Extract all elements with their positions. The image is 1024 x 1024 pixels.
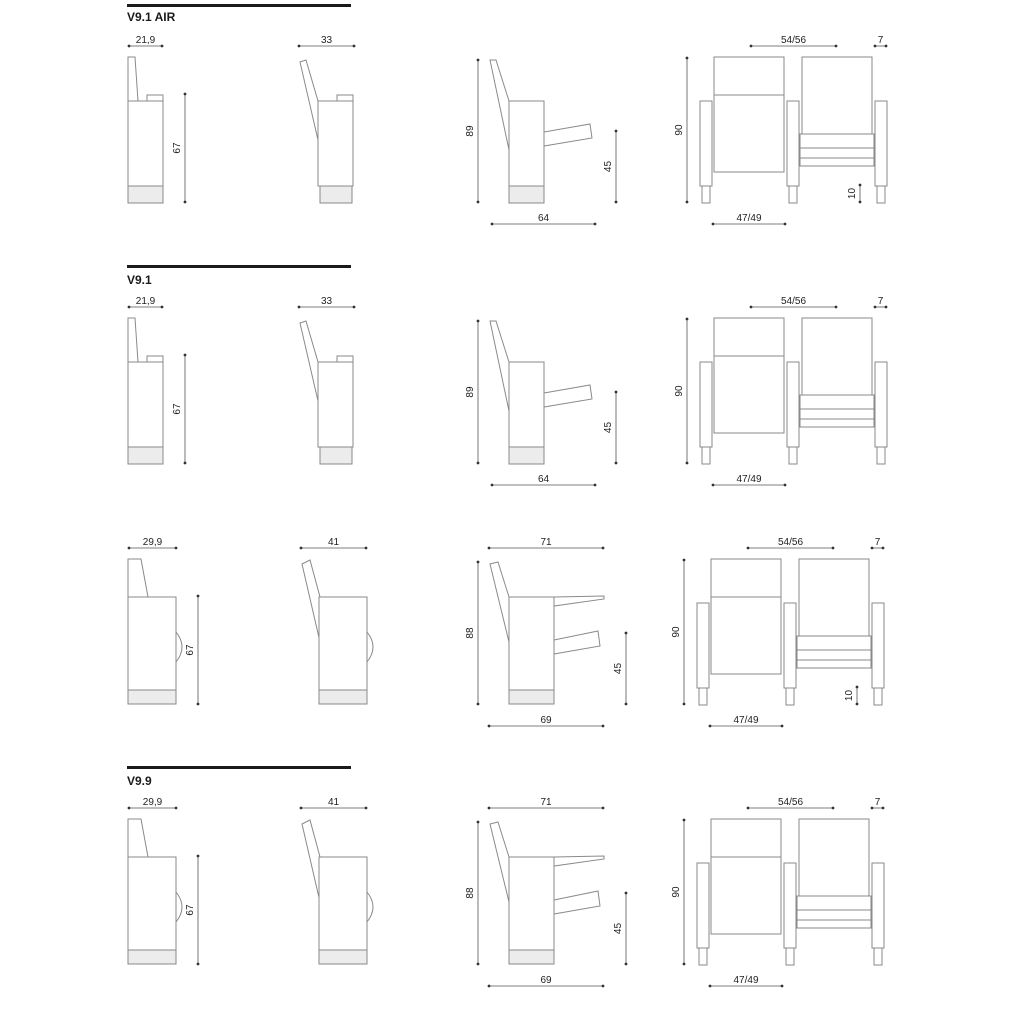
seat-back-left <box>714 318 784 433</box>
seat-cushion <box>800 158 874 166</box>
base <box>509 950 554 964</box>
seat-body <box>318 101 353 186</box>
side-view-open <box>465 59 617 226</box>
dimension-end-mark <box>712 223 715 226</box>
base <box>128 690 176 704</box>
dimension-label: 29,9 <box>142 797 163 808</box>
dimension-label: 45 <box>613 662 624 675</box>
dimension-end-mark <box>128 306 131 309</box>
dimension-end-mark <box>602 985 605 988</box>
side-bulge <box>367 632 373 662</box>
side-view-tilted <box>300 537 373 704</box>
dimension-end-mark <box>686 57 689 60</box>
side-bulge <box>176 632 182 662</box>
dimension-end-mark <box>709 985 712 988</box>
dimension-end-mark <box>781 725 784 728</box>
backrest <box>128 559 148 597</box>
tablet <box>554 596 604 606</box>
side-armrest <box>872 863 884 948</box>
side-view-tilted <box>298 296 356 464</box>
side-view-open <box>465 537 627 727</box>
backrest <box>490 822 509 902</box>
backrest <box>490 321 509 411</box>
dimension-end-mark <box>747 547 750 550</box>
dimension-end-mark <box>298 45 301 48</box>
dimension-end-mark <box>488 547 491 550</box>
seat-cushion <box>800 395 874 409</box>
dimension-end-mark <box>477 462 480 465</box>
seat-cushion <box>554 631 600 654</box>
dimension-end-mark <box>871 807 874 810</box>
side-view-folded <box>128 797 200 965</box>
seat-cushion <box>800 148 874 158</box>
seat-back-right <box>799 819 869 896</box>
dimension-label: 54/56 <box>780 296 807 307</box>
dimension-end-mark <box>300 547 303 550</box>
dimension-end-mark <box>477 59 480 62</box>
dimension-end-mark <box>184 93 187 96</box>
dimension-label: 64 <box>537 213 550 224</box>
dimension-end-mark <box>856 703 859 706</box>
tablet <box>554 856 604 866</box>
dimension-end-mark <box>835 45 838 48</box>
dimension-end-mark <box>477 561 480 564</box>
dimension-label: 89 <box>465 386 476 398</box>
middle-armrest <box>784 603 796 688</box>
dimension-end-mark <box>161 306 164 309</box>
dimension-label: 54/56 <box>777 537 804 548</box>
seat-cushion <box>554 891 600 914</box>
side-armrest <box>872 603 884 688</box>
backrest <box>300 60 318 140</box>
dimension-end-mark <box>300 807 303 810</box>
dimension-end-mark <box>197 855 200 858</box>
seat-body <box>128 857 176 950</box>
leg <box>874 948 882 965</box>
dimension-end-mark <box>885 306 888 309</box>
seat-body <box>509 101 544 186</box>
base <box>509 186 544 203</box>
seat-back-right <box>802 57 872 134</box>
dimension-end-mark <box>871 547 874 550</box>
leg <box>699 688 707 705</box>
dimension-end-mark <box>832 807 835 810</box>
dimension-end-mark <box>615 462 618 465</box>
seat-cushion <box>800 419 874 427</box>
dimension-end-mark <box>874 45 877 48</box>
dimension-label: 41 <box>327 797 340 808</box>
seat-body <box>318 362 353 447</box>
dimension-end-mark <box>615 391 618 394</box>
leg <box>786 688 794 705</box>
dimension-end-mark <box>184 201 187 204</box>
backrest <box>128 57 138 101</box>
dimension-end-mark <box>197 703 200 706</box>
base <box>320 186 352 203</box>
seat-cushion <box>544 124 592 146</box>
dimension-label: 47/49 <box>736 474 762 485</box>
dimension-end-mark <box>625 892 628 895</box>
dimension-end-mark <box>874 306 877 309</box>
leg <box>877 447 885 464</box>
dimension-end-mark <box>184 354 187 357</box>
leg <box>702 447 710 464</box>
side-view-open <box>465 797 627 987</box>
dimension-end-mark <box>197 595 200 598</box>
dimension-end-mark <box>365 807 368 810</box>
seat-cushion <box>797 636 871 650</box>
dimension-label: 41 <box>327 537 340 548</box>
dimension-label: 33 <box>320 296 333 307</box>
leg <box>702 186 710 203</box>
dimension-label: 7 <box>874 537 881 548</box>
backrest <box>490 562 509 642</box>
armrest-top <box>337 95 353 101</box>
dimension-label: 10 <box>847 187 858 200</box>
base <box>320 447 352 464</box>
seat-cushion <box>797 896 871 910</box>
seat-back-left <box>711 559 781 674</box>
dimension-end-mark <box>353 45 356 48</box>
leg <box>789 186 797 203</box>
seat-cushion <box>800 409 874 419</box>
dimension-end-mark <box>683 703 686 706</box>
dimension-label: 89 <box>465 125 476 137</box>
dimension-label: 7 <box>877 35 884 46</box>
seat-cushion <box>797 660 871 668</box>
dimension-label: 54/56 <box>780 35 807 46</box>
dimension-label: 90 <box>671 626 682 638</box>
dimension-label: 90 <box>674 124 685 136</box>
side-view-folded <box>128 35 187 203</box>
backrest <box>490 60 509 150</box>
seat-back-left <box>714 57 784 172</box>
dimension-end-mark <box>750 45 753 48</box>
dimension-label: 90 <box>671 886 682 898</box>
seat-body <box>128 597 176 690</box>
dimension-end-mark <box>781 985 784 988</box>
dimension-end-mark <box>491 223 494 226</box>
dimension-end-mark <box>353 306 356 309</box>
seat-cushion <box>797 650 871 660</box>
base <box>509 690 554 704</box>
section-title: V9.1 <box>127 273 152 287</box>
leg <box>699 948 707 965</box>
dimension-end-mark <box>832 547 835 550</box>
dimension-end-mark <box>683 559 686 562</box>
side-armrest <box>875 362 887 447</box>
dimension-end-mark <box>128 807 131 810</box>
seat-body <box>509 362 544 447</box>
dimension-label: 47/49 <box>733 975 759 986</box>
side-view-folded <box>128 537 200 705</box>
side-bulge <box>367 892 373 922</box>
dimension-end-mark <box>625 632 628 635</box>
dimension-end-mark <box>712 484 715 487</box>
dimension-end-mark <box>885 45 888 48</box>
dimension-end-mark <box>882 547 885 550</box>
dimension-end-mark <box>488 807 491 810</box>
dimension-end-mark <box>747 807 750 810</box>
side-armrest <box>700 362 712 447</box>
seat-body <box>128 362 163 447</box>
dimension-end-mark <box>488 985 491 988</box>
dimension-end-mark <box>882 807 885 810</box>
side-armrest <box>875 101 887 186</box>
base <box>319 690 367 704</box>
seat-cushion <box>797 920 871 928</box>
dimension-end-mark <box>298 306 301 309</box>
side-view-tilted <box>298 35 356 203</box>
dimension-label: 67 <box>185 904 196 916</box>
backrest <box>128 318 138 362</box>
armrest-top <box>147 356 163 362</box>
side-view-open <box>465 320 617 487</box>
base <box>128 950 176 964</box>
side-bulge <box>176 892 182 922</box>
dimension-end-mark <box>602 807 605 810</box>
leg <box>877 186 885 203</box>
dimension-end-mark <box>477 963 480 966</box>
dimension-label: 67 <box>172 142 183 154</box>
middle-armrest <box>784 863 796 948</box>
seat-body <box>128 101 163 186</box>
armrest-top <box>337 356 353 362</box>
dimension-end-mark <box>683 819 686 822</box>
dimension-label: 10 <box>844 689 855 702</box>
dimension-end-mark <box>602 547 605 550</box>
dimension-label: 21,9 <box>135 296 156 307</box>
leg <box>789 447 797 464</box>
middle-armrest <box>787 101 799 186</box>
dimension-end-mark <box>615 130 618 133</box>
base <box>509 447 544 464</box>
backrest <box>302 820 320 902</box>
dimension-label: 47/49 <box>736 213 762 224</box>
leg <box>786 948 794 965</box>
backrest <box>300 321 318 401</box>
side-view-folded <box>128 296 187 464</box>
dimension-end-mark <box>615 201 618 204</box>
dimension-end-mark <box>128 45 131 48</box>
dimension-end-mark <box>835 306 838 309</box>
dimension-end-mark <box>784 223 787 226</box>
section-title: V9.9 <box>127 774 152 788</box>
dimension-end-mark <box>128 547 131 550</box>
dimension-label: 69 <box>540 975 552 986</box>
seat-cushion <box>800 134 874 148</box>
dimension-end-mark <box>491 484 494 487</box>
dimension-end-mark <box>709 725 712 728</box>
dimension-label: 45 <box>603 421 614 434</box>
dimension-end-mark <box>625 963 628 966</box>
middle-armrest <box>787 362 799 447</box>
dimension-end-mark <box>477 201 480 204</box>
seat-back-left <box>711 819 781 934</box>
dimension-end-mark <box>686 462 689 465</box>
dimension-end-mark <box>686 201 689 204</box>
side-armrest <box>700 101 712 186</box>
dimension-end-mark <box>784 484 787 487</box>
backrest <box>302 560 320 642</box>
dimension-label: 45 <box>603 160 614 173</box>
dimension-end-mark <box>161 45 164 48</box>
dimension-end-mark <box>750 306 753 309</box>
dimension-label: 67 <box>172 403 183 415</box>
dimension-label: 69 <box>540 715 552 726</box>
dimension-end-mark <box>602 725 605 728</box>
dimension-end-mark <box>594 484 597 487</box>
seat-body <box>319 857 367 950</box>
dimension-end-mark <box>594 223 597 226</box>
dimension-label: 64 <box>537 474 550 485</box>
dimension-label: 71 <box>540 537 552 548</box>
dimension-end-mark <box>477 320 480 323</box>
seat-cushion <box>544 385 592 407</box>
dimension-end-mark <box>625 703 628 706</box>
dimension-end-mark <box>686 318 689 321</box>
front-view <box>674 35 887 225</box>
dimension-end-mark <box>859 184 862 187</box>
base <box>128 447 163 464</box>
dimension-label: 21,9 <box>135 35 156 46</box>
dimension-end-mark <box>175 547 178 550</box>
base <box>128 186 163 203</box>
dimension-label: 67 <box>185 644 196 656</box>
base <box>319 950 367 964</box>
seat-body <box>509 857 554 950</box>
dimension-label: 54/56 <box>777 797 804 808</box>
dimension-label: 45 <box>613 922 624 935</box>
dimension-end-mark <box>488 725 491 728</box>
front-view <box>671 797 884 987</box>
dimension-label: 88 <box>465 627 476 639</box>
seat-back-right <box>802 318 872 395</box>
dimension-label: 88 <box>465 887 476 899</box>
dimension-label: 7 <box>877 296 884 307</box>
dimension-label: 29,9 <box>142 537 163 548</box>
armrest-top <box>147 95 163 101</box>
dimension-label: 33 <box>320 35 333 46</box>
dimension-end-mark <box>477 821 480 824</box>
dimension-label: 7 <box>874 797 881 808</box>
seat-body <box>509 597 554 690</box>
dimension-label: 71 <box>540 797 552 808</box>
backrest <box>128 819 148 857</box>
dimension-label: 47/49 <box>733 715 759 726</box>
seat-cushion <box>797 910 871 920</box>
front-view <box>674 296 887 486</box>
front-view <box>671 537 884 727</box>
dimension-end-mark <box>856 686 859 689</box>
side-armrest <box>697 863 709 948</box>
side-armrest <box>697 603 709 688</box>
dimension-end-mark <box>683 963 686 966</box>
section-title: V9.1 AIR <box>127 10 176 24</box>
dimension-end-mark <box>365 547 368 550</box>
dimension-end-mark <box>184 462 187 465</box>
dimension-end-mark <box>197 963 200 966</box>
dimension-end-mark <box>859 201 862 204</box>
seat-back-right <box>799 559 869 636</box>
dimension-end-mark <box>477 703 480 706</box>
dimension-label: 90 <box>674 385 685 397</box>
side-view-tilted <box>300 797 373 964</box>
leg <box>874 688 882 705</box>
seat-body <box>319 597 367 690</box>
dimension-end-mark <box>175 807 178 810</box>
